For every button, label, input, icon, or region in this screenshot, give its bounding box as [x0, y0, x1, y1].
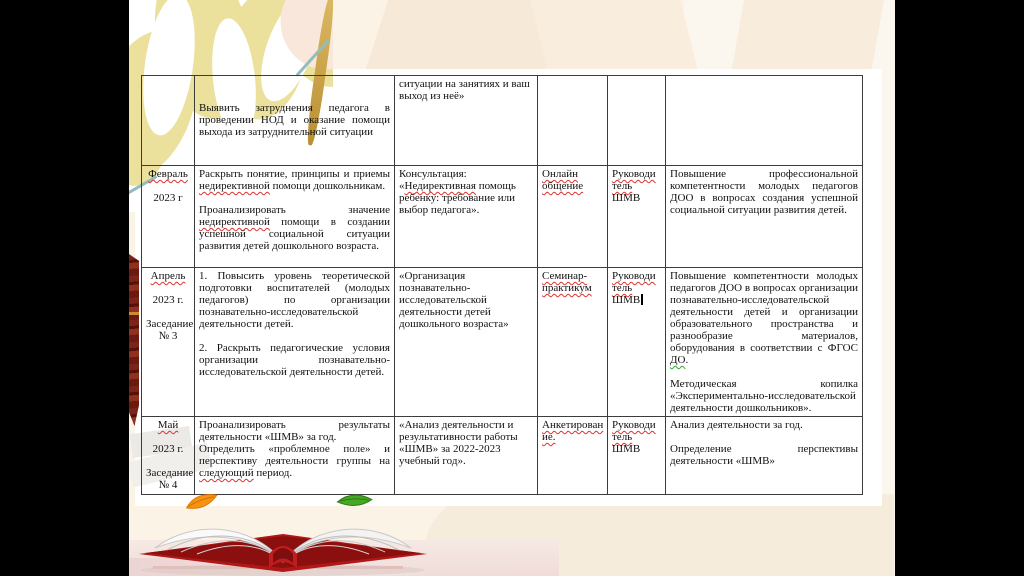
- table-cell: Май 2023 г. Заседание № 4: [142, 417, 195, 495]
- spellcheck-underlined-text: тель: [612, 431, 633, 443]
- book-stack-graphic: [129, 254, 139, 426]
- table-cell: [538, 417, 608, 495]
- table-cell: «Анализ деятельности и результативности работы «ШМВ» за 2022-2023 учебный год».: [395, 417, 538, 495]
- spellcheck-underlined-text: недирективной: [199, 180, 270, 192]
- table-cell: 1. Повысить уровень теоретической подготовки воспитателей (молодых педагогов) по организации познавательно-исследовательской деятельности детей. 2. Раскрыть педагогические условия организации познавательно-исследовательской деятельности детей.: [195, 268, 395, 417]
- schedule-table: [141, 75, 863, 495]
- spellcheck-underlined-text: Февраль: [148, 168, 188, 180]
- table-cell: Руководи тель ШМВ: [608, 417, 666, 495]
- open-book-graphic: [133, 492, 433, 576]
- spellcheck-underlined-text: практикум: [542, 282, 592, 294]
- spellcheck-underlined-text: Семинар-: [542, 270, 588, 282]
- table-cell: Раскрыть понятие, принципы и приемы недирективной помощи дошкольникам. Проанализировать значение недирективной помощи в создании успешной социальной ситуации развития детей дошкольного возраста.: [195, 166, 395, 268]
- spellcheck-underlined-text: Анкетирован: [542, 419, 604, 431]
- spellcheck-underlined-text: Онлайн: [542, 168, 578, 180]
- table-cell: Проанализировать результаты деятельности «ШМВ» за год. Определить «проблемное поле» и перспективу деятельности группы на следующий период.: [195, 417, 395, 495]
- table-cell: Повышение профессиональной компетентности молодых педагогов ДОО в вопросах создания успешной социальной ситуации развития детей.: [666, 166, 863, 268]
- table-cell: [538, 76, 608, 166]
- table-cell: Руководи тель ШМВ: [608, 166, 666, 268]
- table-cell: Выявить затруднения педагога в проведении НОД и оказание помощи выхода из затруднительной ситуации: [195, 76, 395, 166]
- table-cell: [608, 76, 666, 166]
- table-cell: Консультация: «Недирективная помощь ребенку: требование или выбор педагога».: [395, 166, 538, 268]
- spellcheck-underlined-text: тель: [612, 180, 633, 192]
- spellcheck-underlined-text: Недирективная: [404, 180, 476, 192]
- spellcheck-underlined-text: Май: [157, 419, 179, 431]
- table-cell: Анализ деятельности за год. Определение перспективы деятельности «ШМВ»: [666, 417, 863, 495]
- green-leaf-icon: [337, 493, 372, 507]
- table-cell: Февраль 2023 г: [142, 166, 195, 268]
- table-cell: ситуации на занятиях и ваш выход из неё»: [395, 76, 538, 166]
- spellcheck-underlined-text: Руководи: [612, 168, 656, 180]
- table-cell: «Организация познавательно-исследовательской деятельности детей дошкольного возраста»: [395, 268, 538, 417]
- spellcheck-underlined-text: следующий: [199, 467, 254, 479]
- table-row: [142, 268, 863, 417]
- table-cell: [538, 268, 608, 417]
- orange-leaf-icon: [185, 492, 219, 510]
- table-row: [142, 166, 863, 268]
- spellcheck-underlined-text: Руководи: [612, 419, 656, 431]
- table-cell: [142, 76, 195, 166]
- spellcheck-underlined-text: недирективной: [199, 216, 270, 228]
- table-cell: Повышение компетентности молодых педагогов ДОО в вопросах организации познавательно-исследовательской деятельности детей и организации образовательного пространства и разнообразие материалов, оборудования в соответствии с ФГОС ДО. Методическая копилка «Экспериментально-исследовательской деятельности дошкольников».: [666, 268, 863, 417]
- grammar-underlined-text: ДО: [670, 354, 686, 366]
- table-row: [142, 76, 863, 166]
- spellcheck-underlined-text: общение: [542, 180, 584, 192]
- gold-stripe: [129, 312, 139, 315]
- table-cell: Апрель 2023 г. Заседание № 3: [142, 268, 195, 417]
- table-body: [142, 76, 863, 495]
- spellcheck-underlined-text: Апрель: [150, 270, 186, 282]
- slide-canvas: [129, 0, 895, 576]
- table-row: [142, 417, 863, 495]
- spellcheck-underlined-text: Руководи: [612, 270, 656, 282]
- spellcheck-underlined-text: ие.: [542, 431, 556, 443]
- table-cell: Руководи тель ШМВ: [608, 268, 666, 417]
- table-cell: [666, 76, 863, 166]
- spellcheck-underlined-text: тель: [612, 282, 633, 294]
- text-cursor: [641, 294, 643, 305]
- table-cell: [538, 166, 608, 268]
